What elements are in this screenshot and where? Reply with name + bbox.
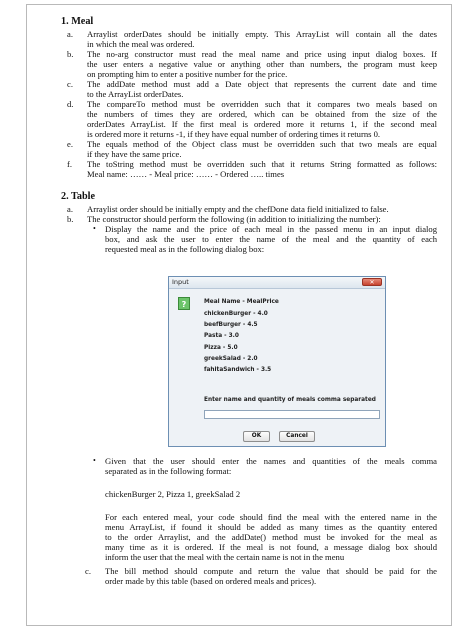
- text-line: inform the user that the meal with the certain name is not in the menu: [105, 552, 345, 562]
- text-line: to the order Arraylist, and the addDate() method must be invoked for the meal as: [105, 532, 437, 542]
- text-line: The addDate method must add a Date object that represents the current date and time: [87, 79, 437, 89]
- list-marker: f.: [67, 159, 73, 169]
- section-number: 2.: [61, 191, 69, 202]
- text-line: Meal name: …… - Meal price: …… - Ordered ….. times: [87, 169, 285, 179]
- text-line: is ordered more it returns -1, if they have equal number of ordering times it returns 0.: [87, 129, 381, 139]
- section-title-2: [61, 191, 95, 202]
- list-marker: a.: [67, 204, 73, 214]
- text-line: The no-arg constructor must read the meal name and price using input dialog boxes. If: [87, 49, 437, 59]
- text-line: separated as in the following format:: [105, 466, 232, 476]
- text-line: The compareTo method must be overridden such that it compares two meals based on: [87, 99, 437, 109]
- text-line: Arraylist orderDates should be initially empty. This ArrayList will contain all the dates: [87, 29, 437, 39]
- text-line: The bill method should compute and return the value that should be paid for the: [105, 566, 437, 576]
- text-line: chickenBurger 2, Pizza 1, greekSalad 2: [105, 489, 241, 499]
- list-marker: b.: [67, 214, 74, 224]
- text-line: the user enters a negative value or anything other than numbers, the program must keep: [87, 59, 437, 69]
- menu-item: beefBurger - 4.5: [204, 322, 258, 328]
- list-marker: d.: [67, 99, 74, 109]
- dialog-title-bar: [169, 277, 385, 289]
- text-line: For each entered meal, your code should find the meal with the entered name in the: [105, 512, 437, 522]
- text-line: Given that the user should enter the names and quantities of the meals comma: [105, 456, 437, 466]
- text-line: Display the name and the price of each meal in the passed menu in an input dialog: [105, 224, 437, 234]
- question-icon: ?: [178, 297, 190, 310]
- menu-header: Meal Name - MealPrice: [204, 299, 279, 305]
- menu-item: fahitaSandwich - 3.5: [204, 367, 272, 373]
- list-marker: c.: [85, 566, 91, 576]
- text-line: Arraylist order should be initially empty and the chefDone data field initialized to false.: [87, 204, 389, 214]
- meals-input[interactable]: [204, 410, 380, 419]
- list-marker: e.: [67, 139, 73, 149]
- text-line: The toString method must be overridden such that it returns String formatted as follows:: [87, 159, 437, 169]
- text-line: box, and ask the user to enter the name of the meal and the quantity of each: [105, 234, 437, 244]
- text-line: menu ArrayList, if found it should be added as many times as the quantity entered: [105, 522, 437, 532]
- text-line: the numbers of times they are ordered, which can be obtained from the size of the: [87, 109, 437, 119]
- section-title-1: [61, 16, 93, 27]
- menu-item: greekSalad - 2.0: [204, 356, 258, 362]
- list-marker: •: [93, 224, 96, 233]
- text-line: many time as it is ordered. If the meal is not found, a message dialog box should: [105, 542, 437, 552]
- section-heading: Meal: [71, 16, 94, 27]
- dialog-prompt: Enter name and quantity of meals comma separated: [204, 397, 376, 403]
- dialog-title: Input: [172, 278, 189, 286]
- text-line: in which the meal was ordered.: [87, 39, 195, 49]
- list-marker: c.: [67, 79, 73, 89]
- text-line: order made by this table (based on ordered meals and prices).: [105, 576, 317, 586]
- text-line: to the ArrayList orderDates.: [87, 89, 184, 99]
- text-line: requested meal as in the following dialog box:: [105, 244, 265, 254]
- text-line: The constructor should perform the following (in addition to initializing the number):: [87, 214, 381, 224]
- menu-item: chickenBurger - 4.0: [204, 311, 268, 317]
- cancel-button[interactable]: Cancel: [279, 431, 315, 442]
- document-page: [26, 4, 452, 626]
- section-number: 1.: [61, 16, 69, 27]
- text-line: on prompting him to enter a positive number for the price.: [87, 69, 288, 79]
- close-icon[interactable]: ✕: [362, 278, 382, 286]
- list-marker: a.: [67, 29, 73, 39]
- input-dialog: [168, 276, 386, 447]
- list-marker: b.: [67, 49, 74, 59]
- text-line: orderDates ArrayList. If the first meal is ordered more it returns 1, if the second meal: [87, 119, 437, 129]
- list-marker: •: [93, 456, 96, 465]
- text-line: The equals method of the Object class must be overridden such that two meals are equal: [87, 139, 437, 149]
- text-line: if they have the same price.: [87, 149, 182, 159]
- menu-item: Pasta - 3.0: [204, 333, 239, 339]
- section-heading: Table: [71, 191, 95, 202]
- ok-button[interactable]: OK: [243, 431, 270, 442]
- menu-item: Pizza - 5.0: [204, 345, 238, 351]
